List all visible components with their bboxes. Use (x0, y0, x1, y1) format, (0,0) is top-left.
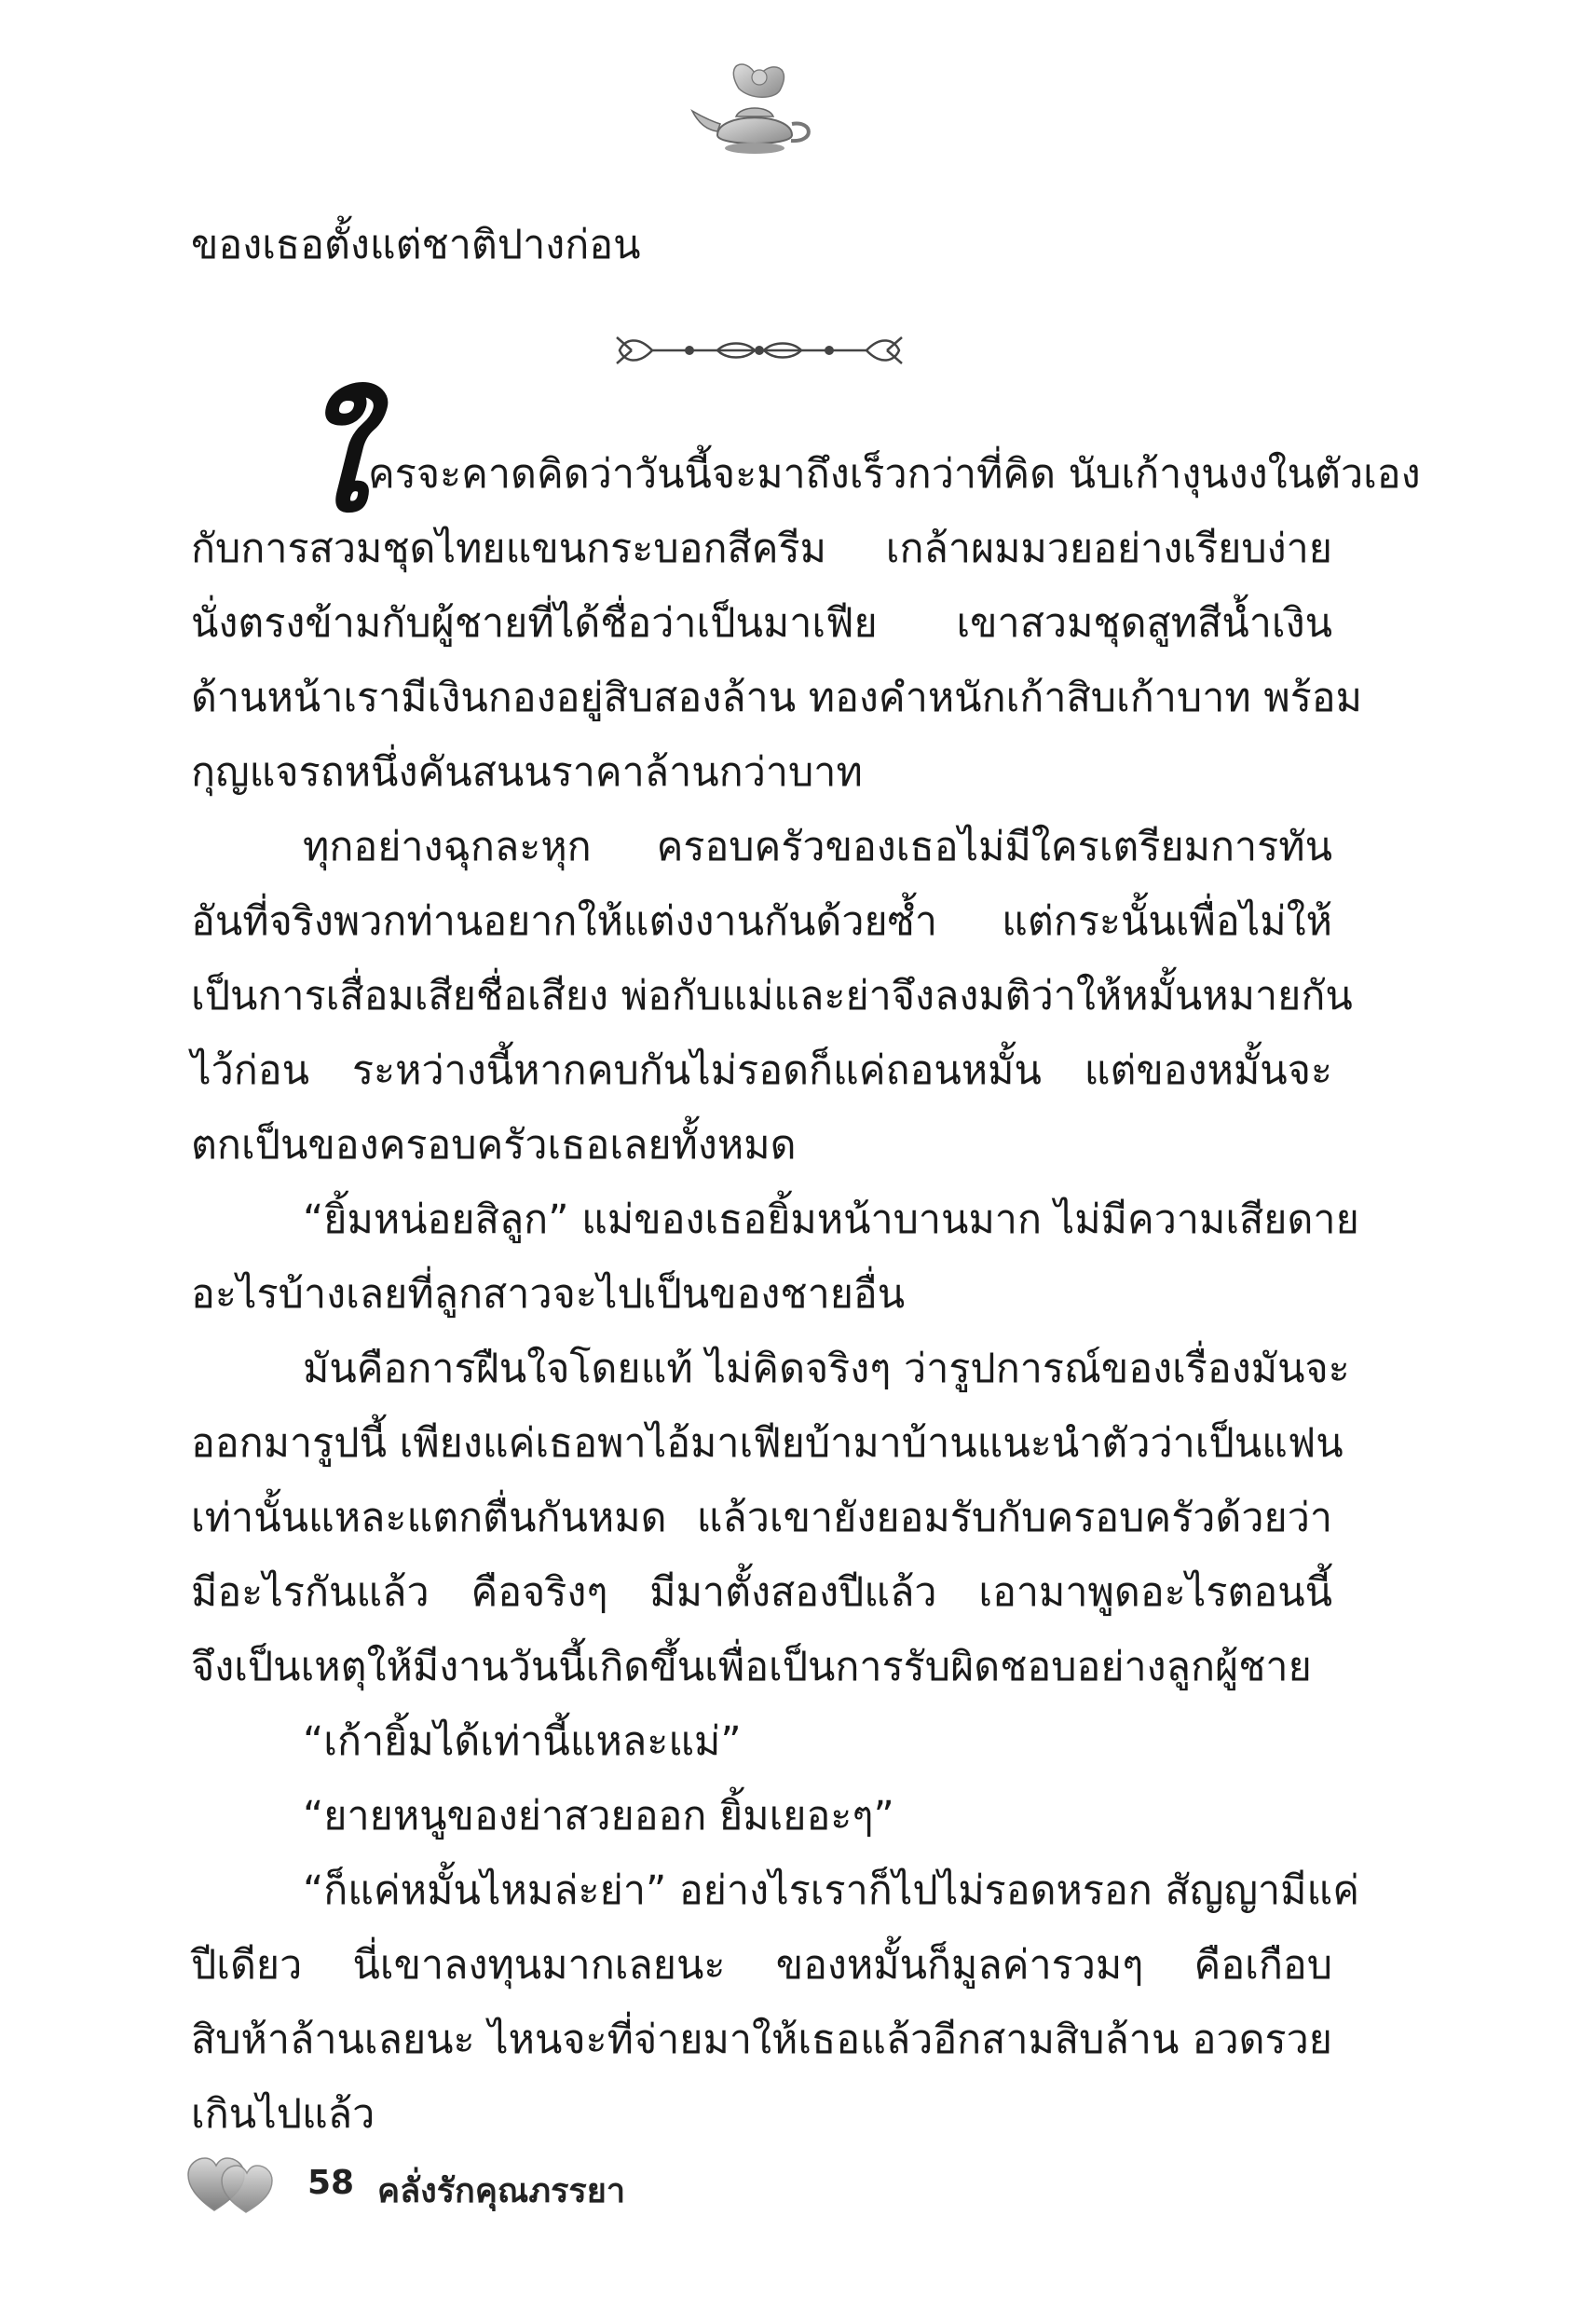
text-line: “ยิ้มหน่อยสิลูก” แม่ของเธอยิ้มหน้าบานมาก ไม่มีความเสียดาย (303, 1197, 1359, 1243)
text-line: สิบห้าล้านเลยนะ ไหนจะที่จ่ายมาให้เธอแล้วอีกสามสิบล้าน อวดรวย (191, 2017, 1332, 2063)
text-line: เท่านั้นแหละแตกตื่นกันหมด แล้วเขายังยอมรับกับครอบครัวด้วยว่า (191, 1495, 1332, 1541)
text-line: “ก็แค่หมั้นไหมล่ะย่า” อย่างไรเราก็ไปไม่รอดหรอก สัญญามีแค่ (303, 1867, 1359, 1914)
hearts-icon (186, 2153, 280, 2218)
text-line: อันที่จริงพวกท่านอยากให้แต่งงานกันด้วยซ้ำ แต่กระนั้นเพื่อไม่ให้ (191, 898, 1332, 945)
text-line: อะไรบ้างเลยที่ลูกสาวจะไปเป็นของชายอื่น (191, 1271, 906, 1318)
scroll-divider-icon (615, 317, 904, 384)
text-line: นั่งตรงข้ามกับผู้ชายที่ได้ชื่อว่าเป็นมาเฟีย เขาสวมชุดสูทสีน้ำเงิน (191, 600, 1332, 647)
text-line: จึงเป็นเหตุให้มีงานวันนี้เกิดขึ้นเพื่อเป็นการรับผิดชอบอย่างลูกผู้ชาย (191, 1644, 1312, 1690)
text-line: เกินไปแล้ว (191, 2091, 375, 2138)
text-line: ทุกอย่างฉุกละหุก ครอบครัวของเธอไม่มีใครเตรียมการทัน (303, 824, 1332, 870)
text-line: ด้านหน้าเรามีเงินกองอยู่สิบสองล้าน ทองคำหนักเก้าสิบเก้าบาท พร้อม (191, 675, 1362, 721)
text-line: “เก้ายิ้มได้เท่านี้แหละแม่” (303, 1718, 742, 1765)
text-line: ของเธอตั้งแต่ชาติปางก่อน (191, 222, 641, 268)
text-line: ครจะคาดคิดว่าวันนี้จะมาถึงเร็วกว่าที่คิด นับเก้างุนงงในตัวเอง (368, 451, 1421, 498)
book-title: คลั่งรักคุณภรรยา (377, 2172, 626, 2210)
text-line: กุญแจรถหนึ่งคันสนนราคาล้านกว่าบาท (191, 749, 863, 796)
page-footer (186, 2153, 839, 2218)
cupid-teapot-emblem-icon (685, 51, 825, 163)
text-line: เป็นการเสื่อมเสียชื่อเสียง พ่อกับแม่และย่าจึงลงมติว่าให้หมั้นหมายกัน (191, 973, 1353, 1019)
text-line: กับการสวมชุดไทยแขนกระบอกสีครีม เกล้าผมมวยอย่างเรียบง่าย (191, 526, 1332, 572)
text-line: ไว้ก่อน ระหว่างนี้หากคบกันไม่รอดก็แค่ถอนหมั้น แต่ของหมั้นจะ (191, 1047, 1332, 1094)
drop-cap: ใ (298, 379, 367, 543)
text-line: ตกเป็นของครอบครัวเธอเลยทั้งหมด (191, 1122, 797, 1169)
text-line: มีอะไรกันแล้ว คือจริงๆ มีมาตั้งสองปีแล้ว เอามาพูดอะไรตอนนี้ (191, 1569, 1332, 1616)
text-line: “ยายหนูของย่าสวยออก ยิ้มเยอะๆ” (303, 1793, 894, 1839)
text-line: ปีเดียว นี่เขาลงทุนมากเลยนะ ของหมั้นก็มูลค่ารวมๆ คือเกือบ (191, 1942, 1332, 1989)
text-line: ออกมารูปนี้ เพียงแค่เธอพาไอ้มาเฟียบ้ามาบ้านแนะนำตัวว่าเป็นแฟน (191, 1420, 1344, 1467)
page-number: 58 (307, 2164, 355, 2202)
text-line: มันคือการฝืนใจโดยแท้ ไม่คิดจริงๆ ว่ารูปการณ์ของเรื่องมันจะ (303, 1346, 1350, 1392)
